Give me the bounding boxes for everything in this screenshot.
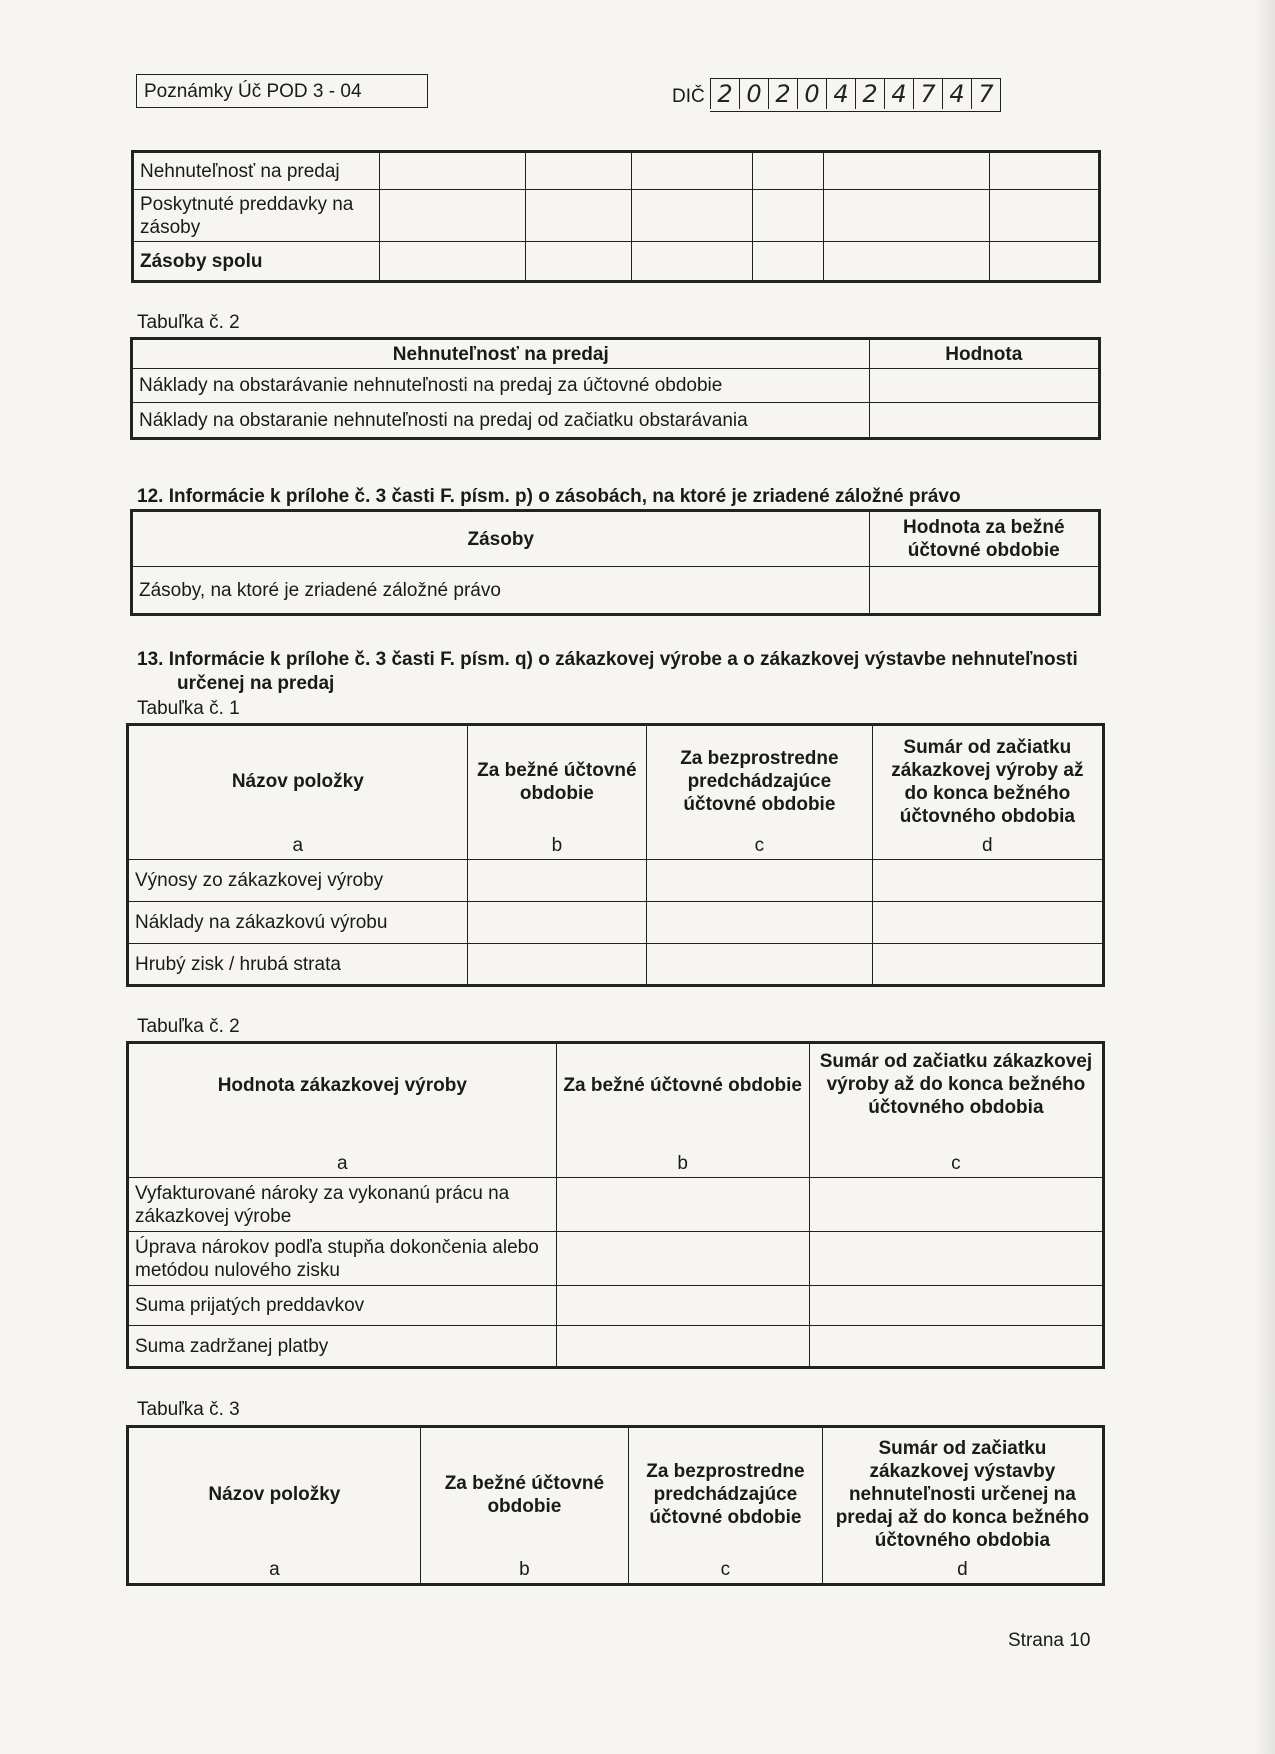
value-cell[interactable] [809,1178,1103,1232]
value-cell[interactable] [872,860,1103,902]
table-caption: Tabuľka č. 2 [137,312,240,333]
page-number: Strana 10 [1008,1630,1091,1651]
contract-production-table-2 [126,1041,1105,1369]
value-header: Hodnota [869,339,1099,369]
inventory-cell[interactable] [526,190,632,242]
value-cell[interactable] [467,944,646,986]
value-cell[interactable] [869,403,1099,439]
real-estate-construction-table [126,1425,1105,1586]
header-current-period: Za bežné účtovné obdobie b [467,725,646,860]
dic-digit: 4 [826,79,855,109]
dic-digit: 0 [739,79,768,109]
inventory-cell[interactable] [990,152,1100,190]
column-letter: b [677,1153,688,1174]
row-label: Vyfakturované nároky za vykonanú prácu na zákazkovej výrobe [128,1178,557,1232]
inventory-cell[interactable] [526,242,632,282]
inventory-cell[interactable] [379,152,525,190]
table-caption: Tabuľka č. 1 [137,698,240,719]
inventory-cell[interactable] [753,242,824,282]
realestate-table [130,337,1101,440]
column-letter: a [269,1559,280,1580]
value-cell[interactable] [467,860,646,902]
realestate-row-label: Náklady na obstaranie nehnuteľnosti na predaj od začiatku obstarávania [132,403,870,439]
column-letter: d [982,835,993,856]
column-letter: a [292,835,304,856]
page-edge-shadow [1253,0,1275,1754]
value-header: Hodnota za bežné účtovné obdobie [869,511,1099,567]
value-cell[interactable] [556,1286,809,1326]
inventory-header: Zásoby [132,511,870,567]
column-letter: a [337,1153,348,1174]
form-label: Poznámky Úč POD 3 - 04 [144,81,362,102]
header-previous-period: Za bezprostredne predchádzajúce účtovné obdobie c [629,1427,823,1585]
header-production-value: Hodnota zákazkovej výroby a [128,1043,557,1178]
column-letter: b [519,1559,530,1580]
header-cumulative: Sumár od začiatku zákazkovej výstavby nehnuteľnosti určenej na predaj až do konca bežného účtovného obdobia d [822,1427,1103,1585]
header-current-period: Za bežné účtovné obdobie b [420,1427,628,1585]
inventory-cell[interactable] [631,242,753,282]
pledged-inventory-table [130,509,1101,616]
value-cell[interactable] [556,1326,809,1368]
column-letter: b [551,835,563,856]
dic-digit: 4 [884,79,913,109]
pledged-row-label: Zásoby, na ktoré je zriadené záložné právo [132,567,870,615]
dic-digit: 2 [855,79,884,109]
inventory-cell[interactable] [379,242,525,282]
inventory-total-label: Zásoby spolu [133,242,380,282]
dic-digit: 2 [768,79,797,109]
value-cell[interactable] [809,1286,1103,1326]
table-caption: Tabuľka č. 2 [137,1016,240,1037]
row-label: Náklady na zákazkovú výrobu [128,902,468,944]
inventory-table [131,150,1101,283]
row-label: Výnosy zo zákazkovej výroby [128,860,468,902]
column-letter: c [754,835,765,856]
section-12-title: 12. Informácie k prílohe č. 3 časti F. písm. p) o zásobách, na ktoré je zriadené záložné právo [137,486,961,507]
dic-field [710,78,1001,112]
inventory-cell[interactable] [823,152,989,190]
header-item-name: Názov položky a [128,1427,421,1585]
contract-production-table-1 [126,723,1105,987]
row-label: Suma prijatých preddavkov [128,1286,557,1326]
value-cell[interactable] [647,860,873,902]
section-13-title-line1: 13. Informácie k prílohe č. 3 časti F. písm. q) o zákazkovej výrobe a o zákazkovej výstavbe nehnuteľnosti [137,649,1078,670]
header-cumulative: Sumár od začiatku zákazkovej výroby až do konca bežného účtovného obdobia d [872,725,1103,860]
inventory-cell[interactable] [823,190,989,242]
table-caption: Tabuľka č. 3 [137,1399,240,1420]
dic-label: DIČ [672,86,705,107]
value-cell[interactable] [809,1326,1103,1368]
dic-digit: 7 [971,79,1000,109]
dic-digit: 0 [797,79,826,109]
header-cumulative: Sumár od začiatku zákazkovej výroby až do konca bežného účtovného obdobia c [809,1043,1103,1178]
inventory-cell[interactable] [990,242,1100,282]
row-label: Hrubý zisk / hrubá strata [128,944,468,986]
form-label-box [136,74,428,108]
section-13-title [137,648,1078,696]
inventory-cell[interactable] [753,152,824,190]
value-cell[interactable] [869,567,1099,615]
realestate-header: Nehnuteľnosť na predaj [132,339,870,369]
realestate-row-label: Náklady na obstarávanie nehnuteľnosti na predaj za účtovné obdobie [132,369,870,403]
column-letter: c [720,1559,731,1580]
header-item-name: Názov položky a [128,725,468,860]
header-previous-period: Za bezprostredne predchádzajúce účtovné obdobie c [647,725,873,860]
value-cell[interactable] [556,1178,809,1232]
value-cell[interactable] [872,902,1103,944]
section-13-title-line2: určenej na predaj [177,673,335,694]
inventory-cell[interactable] [631,152,753,190]
row-label: Suma zadržanej platby [128,1326,557,1368]
value-cell[interactable] [872,944,1103,986]
inventory-cell[interactable] [631,190,753,242]
dic-digit: 4 [942,79,971,109]
dic-digit: 7 [913,79,942,109]
inventory-cell[interactable] [823,242,989,282]
value-cell[interactable] [647,944,873,986]
value-cell[interactable] [647,902,873,944]
inventory-cell[interactable] [753,190,824,242]
row-label: Úprava nárokov podľa stupňa dokončenia alebo metódou nulového zisku [128,1232,557,1286]
value-cell[interactable] [556,1232,809,1286]
inventory-cell[interactable] [379,190,525,242]
value-cell[interactable] [467,902,646,944]
value-cell[interactable] [809,1232,1103,1286]
inventory-row-label: Poskytnuté preddavky na zásoby [133,190,380,242]
value-cell[interactable] [869,369,1099,403]
inventory-cell[interactable] [526,152,632,190]
inventory-row-label: Nehnuteľnosť na predaj [133,152,380,190]
inventory-cell[interactable] [990,190,1100,242]
dic-digit: 2 [710,79,739,109]
header-current-period: Za bežné účtovné obdobie b [556,1043,809,1178]
column-letter: c [951,1153,961,1174]
column-letter: d [957,1559,968,1580]
